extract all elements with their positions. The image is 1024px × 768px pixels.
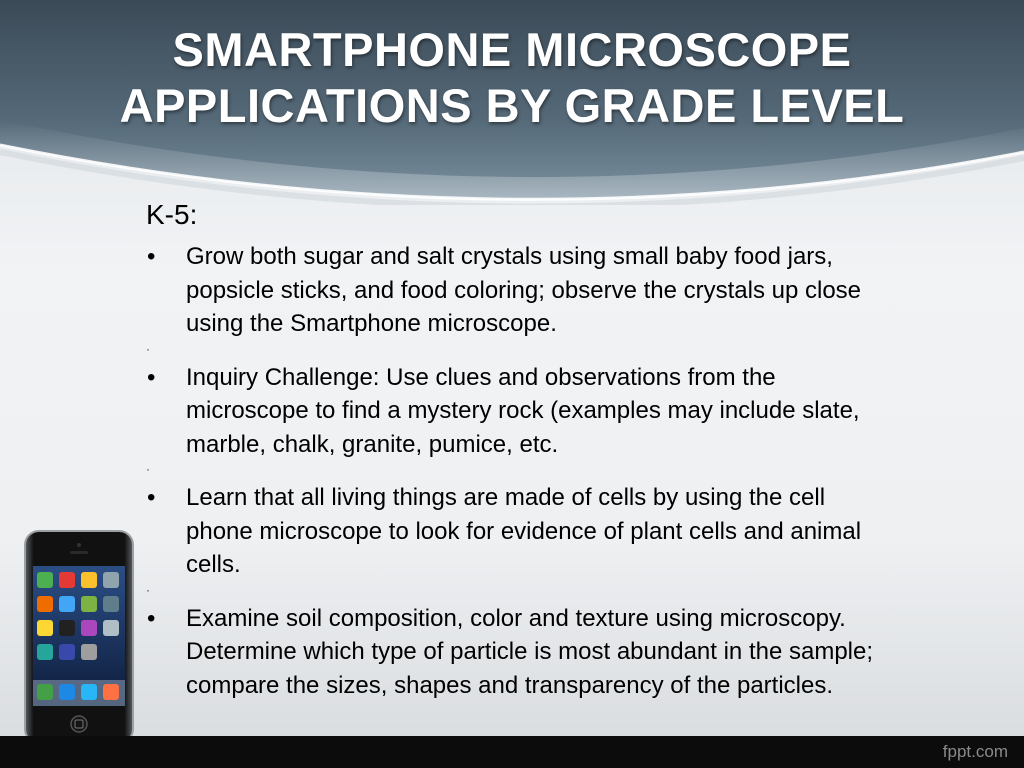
title-line-2: APPLICATIONS BY GRADE LEVEL xyxy=(119,79,905,132)
bullet-icon: • xyxy=(147,484,156,511)
bullet-item xyxy=(146,240,1016,341)
bullet-item xyxy=(146,481,1016,582)
section-heading: K-5: xyxy=(146,199,198,230)
bullet-line: compare the sizes, shapes and transparency of the particles. xyxy=(186,671,834,699)
bullet-line: marble, chalk, granite, pumice, etc. xyxy=(186,430,559,458)
bullet-line: Examine soil composition, color and texture using microscopy. xyxy=(186,604,846,632)
smartphone-image xyxy=(24,530,134,744)
bullet-item xyxy=(146,361,1016,462)
bullet-line: popsicle sticks, and food coloring; observe the crystals up close xyxy=(186,276,862,304)
title-banner xyxy=(0,0,1024,205)
footer-brand: fppt.com xyxy=(942,742,1008,761)
bullet-icon: • xyxy=(147,243,156,270)
bullet-line: phone microscope to look for evidence of plant cells and animal xyxy=(186,517,862,545)
slide-body xyxy=(146,196,1016,702)
bullet-item xyxy=(146,602,1016,703)
bullet-icon: • xyxy=(147,363,156,391)
slide-title xyxy=(0,22,1024,134)
bullet-line: cells. xyxy=(186,551,241,578)
empty-bullet: · xyxy=(146,582,150,597)
bullet-line: Determine which type of particle is most abundant in the sample; xyxy=(186,638,874,665)
footer-bar xyxy=(0,736,1024,768)
bullet-icon: • xyxy=(147,604,156,632)
bullet-line: Inquiry Challenge: Use clues and observations from the xyxy=(186,363,776,391)
bullet-line: Grow both sugar and salt crystals using small baby food jars, xyxy=(186,243,833,270)
empty-bullet: · xyxy=(146,341,150,356)
bullet-line: Learn that all living things are made of cells by using the cell xyxy=(186,484,826,511)
title-line-1: SMARTPHONE MICROSCOPE xyxy=(172,23,852,76)
bullet-line: microscope to find a mystery rock (examples may include slate, xyxy=(186,397,860,424)
empty-bullet: · xyxy=(146,462,150,476)
bullet-line: using the Smartphone microscope. xyxy=(186,310,557,337)
